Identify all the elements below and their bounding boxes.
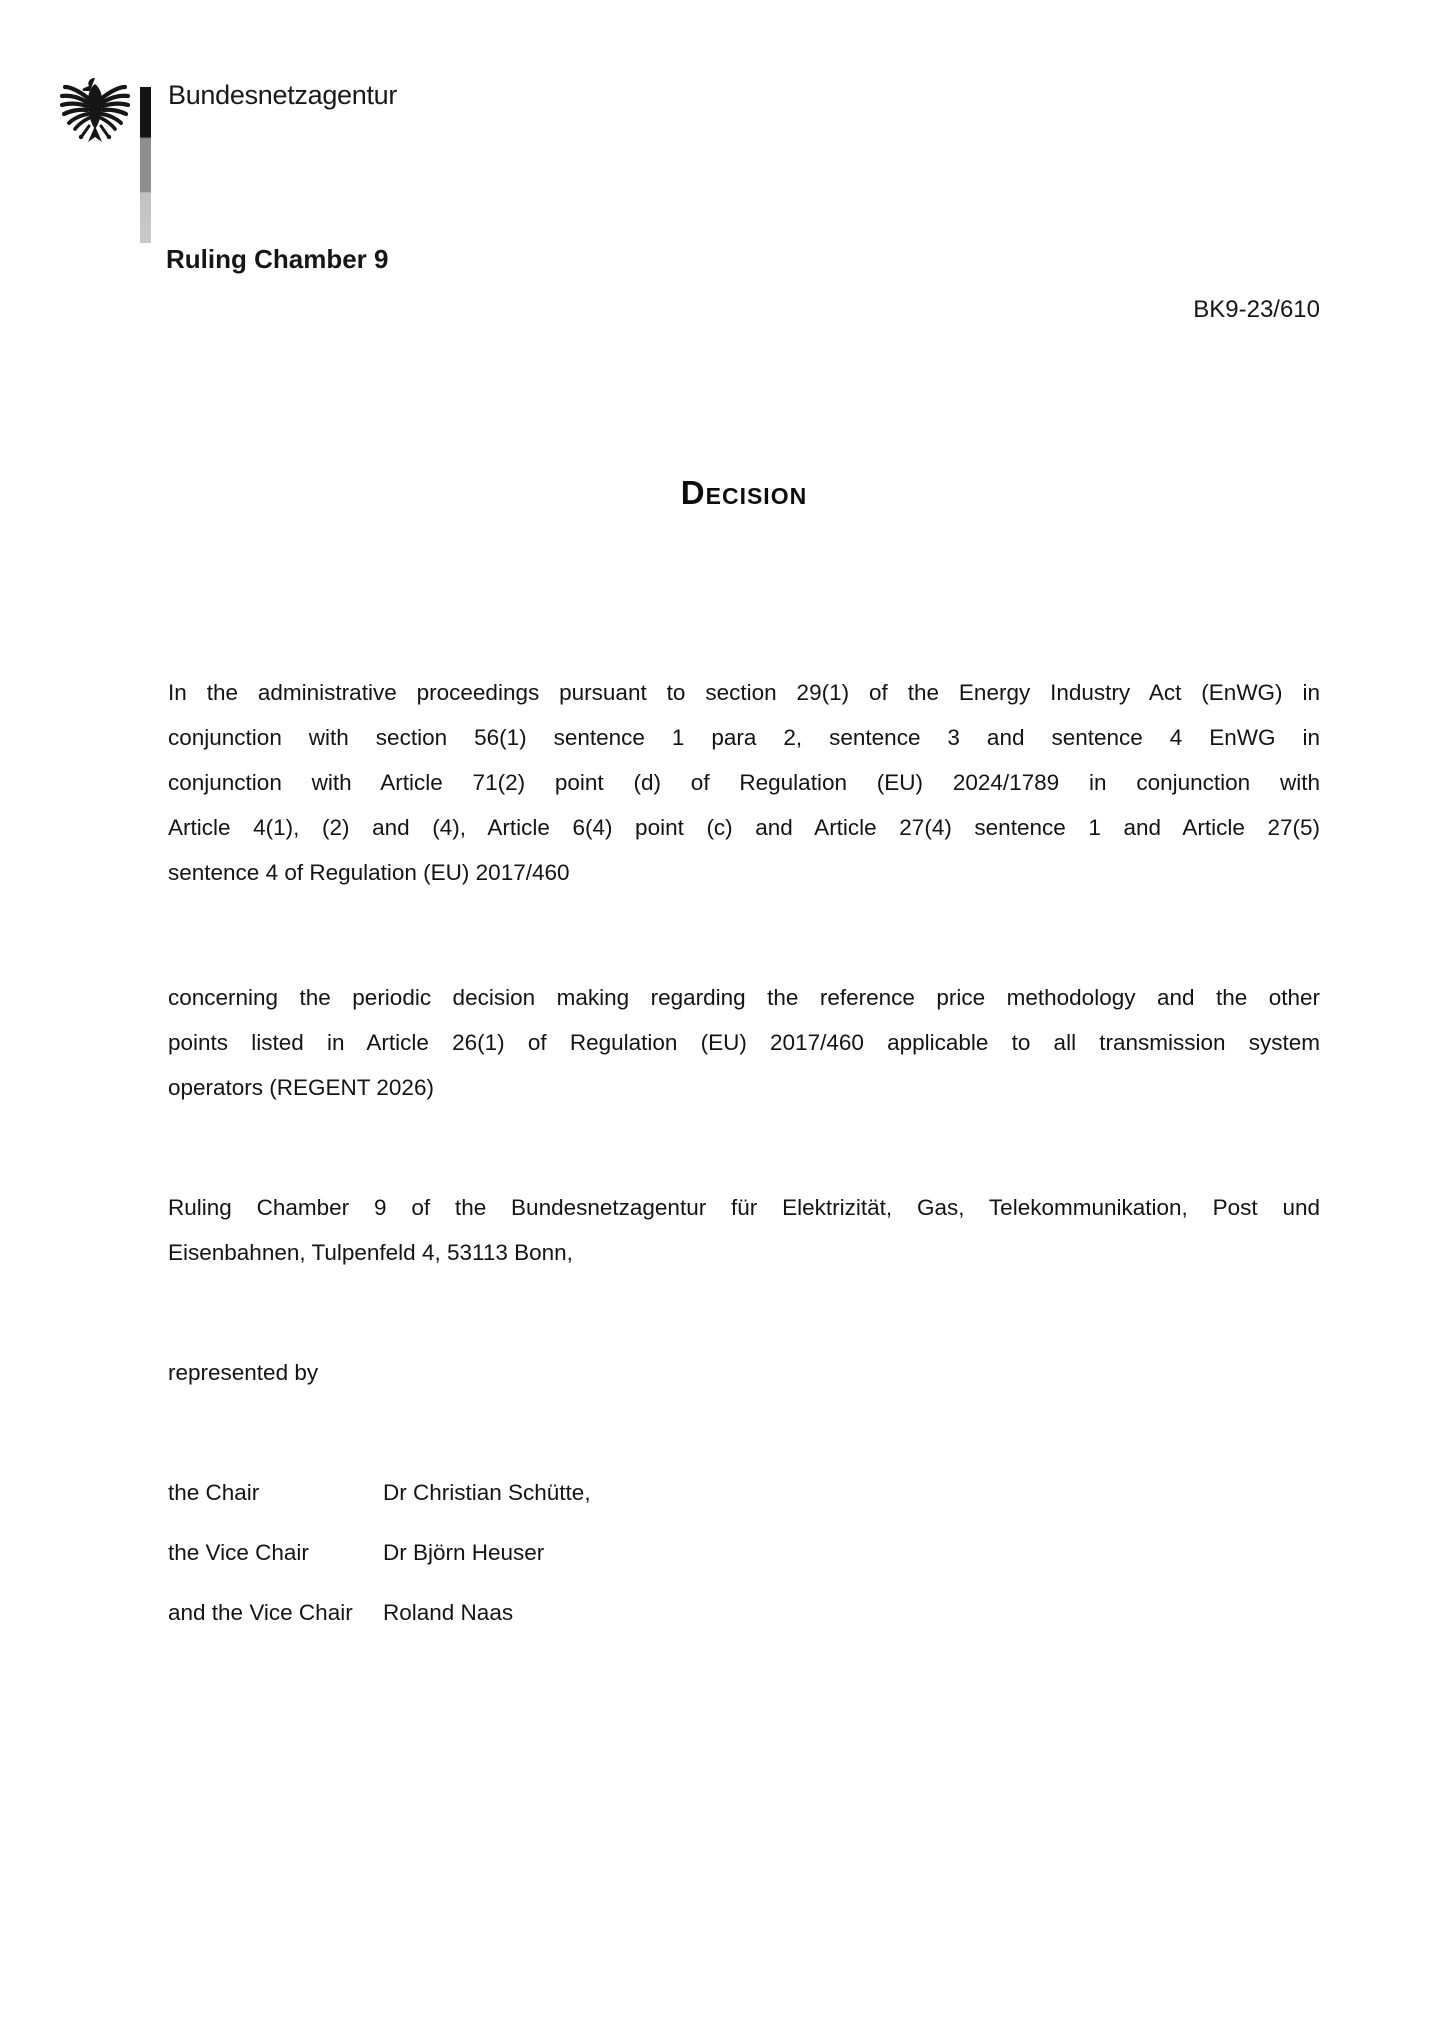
text-line: Article 4(1), (2) and (4), Article 6(4) point (c) and Article 27(4) sentence 1 and Article 27(5) [168,815,1320,840]
text-line: conjunction with section 56(1) sentence 1 para 2, sentence 3 and sentence 4 EnWG in [168,725,1320,750]
representative-role: the Vice Chair [168,1540,309,1565]
text-line: points listed in Article 26(1) of Regulation (EU) 2017/460 applicable to all transmission system [168,1030,1320,1055]
text-line: conjunction with Article 71(2) point (d) of Regulation (EU) 2024/1789 in conjunction with [168,770,1320,795]
text-line: operators (REGENT 2026) [168,1075,434,1100]
representative-row [168,1590,1320,1650]
text-line: Ruling Chamber 9 of the Bundesnetzagentur für Elektrizität, Gas, Telekommunikation, Post und [168,1195,1320,1220]
representative-row [168,1530,1320,1590]
representative-role: and the Vice Chair [168,1600,353,1625]
authority-address-paragraph [168,1185,1320,1275]
case-reference-number: BK9-23/610 [1193,296,1320,323]
representative-row [168,1470,1320,1530]
subject-paragraph [168,975,1320,1110]
proceedings-paragraph [168,670,1320,895]
document-title: Decision [680,474,808,511]
logo-divider-bar [140,87,151,243]
text-line: Eisenbahnen, Tulpenfeld 4, 53113 Bonn, [168,1240,573,1265]
representative-role: the Chair [168,1480,260,1505]
text-line: In the administrative proceedings pursuant to section 29(1) of the Energy Industry Act (EnWG) in [168,680,1320,705]
text-line: concerning the periodic decision making regarding the reference price methodology and the other [168,985,1320,1010]
agency-logotype: Bundesnetzagentur [168,80,398,110]
federal-eagle-icon [56,74,134,150]
representative-name: Dr Björn Heuser [383,1540,545,1565]
chamber-heading: Ruling Chamber 9 [166,244,389,274]
represented-by-label: represented by [168,1360,319,1385]
representative-name: Roland Naas [383,1600,514,1625]
representative-name: Dr Christian Schütte, [383,1480,591,1505]
representatives-list [168,1470,1320,1650]
text-line: sentence 4 of Regulation (EU) 2017/460 [168,860,570,885]
